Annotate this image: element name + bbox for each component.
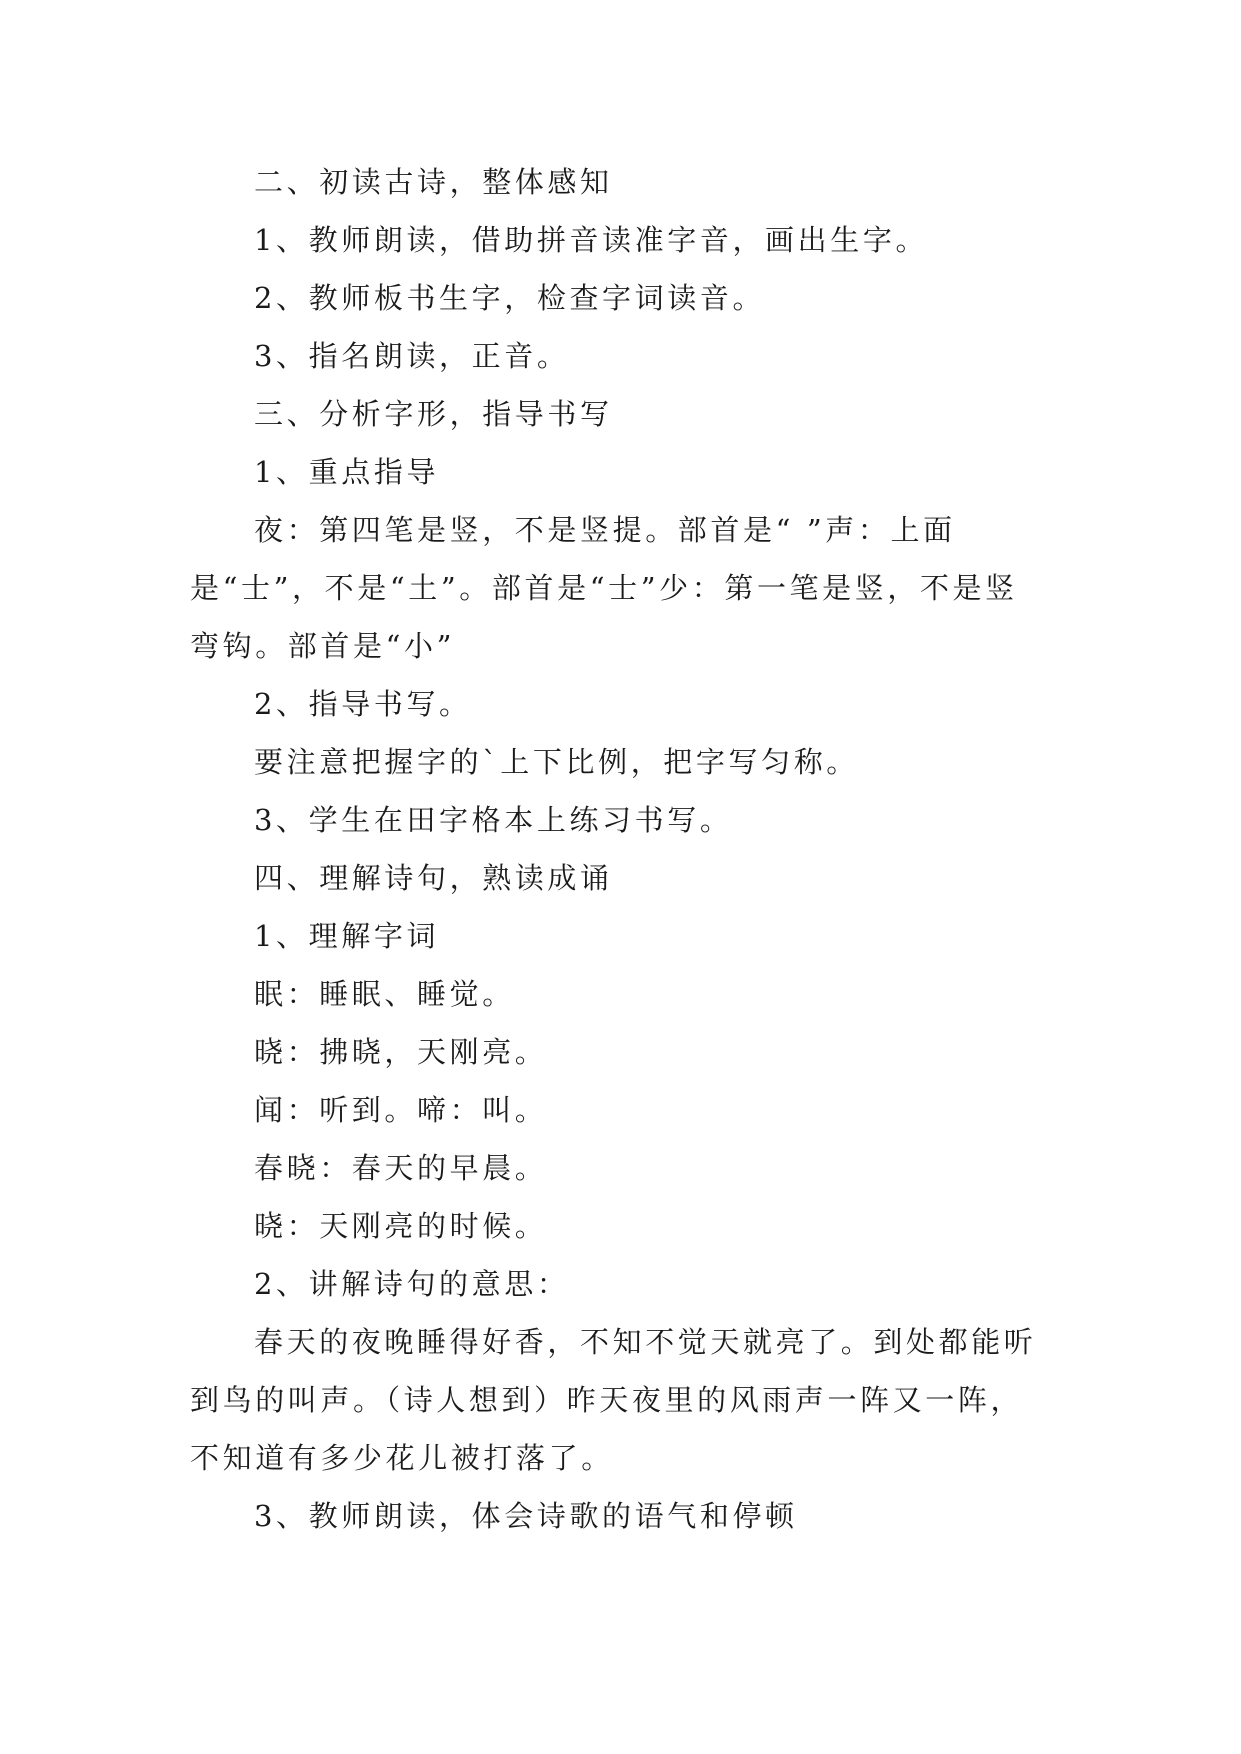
poem-explanation-paragraph: 春天的夜晚睡得好香，不知不觉天就亮了。到处都能听到鸟的叫声。（诗人想到）昨天夜里的风雨声一阵又一阵，不知道有多少花儿被打落了。: [190, 1325, 1037, 1475]
step-paragraph: 2、讲解诗句的意思：: [254, 1267, 570, 1301]
step-paragraph: 3、教师朗读，体会诗歌的语气和停顿: [254, 1499, 798, 1533]
step-paragraph: 2、教师板书生字，检查字词读音。: [254, 281, 766, 315]
section-heading-2: 二、初读古诗，整体感知: [254, 165, 613, 199]
word-definition: 晓：天刚亮的时候。: [254, 1209, 548, 1243]
word-definition: 眠：睡眠、睡觉。: [254, 977, 515, 1011]
step-paragraph: 2、指导书写。: [254, 687, 472, 721]
word-definition: 晓：拂晓，天刚亮。: [254, 1035, 548, 1069]
document-body: [190, 153, 1050, 1545]
step-paragraph: 3、学生在田字格本上练习书写。: [254, 803, 733, 837]
character-notes-paragraph: 夜：第四笔是竖，不是竖提。部首是“ ”声：上面是“士”，不是“土”。部首是“士”少：第一笔是竖，不是竖弯钩。部首是“小”: [190, 513, 1018, 663]
step-paragraph: 3、指名朗读，正音。: [254, 339, 570, 373]
word-definition: 闻：听到。啼：叫。: [254, 1093, 548, 1127]
word-definition: 春晓：春天的早晨。: [254, 1151, 548, 1185]
section-heading-3: 三、分析字形，指导书写: [254, 397, 613, 431]
step-paragraph: 1、理解字词: [254, 919, 440, 953]
body-paragraph: 要注意把握字的`上下比例，把字写匀称。: [254, 745, 859, 779]
step-paragraph: 1、重点指导: [254, 455, 440, 489]
step-paragraph: 1、教师朗读，借助拼音读准字音，画出生字。: [254, 223, 929, 257]
section-heading-4: 四、理解诗句，熟读成诵: [254, 861, 613, 895]
